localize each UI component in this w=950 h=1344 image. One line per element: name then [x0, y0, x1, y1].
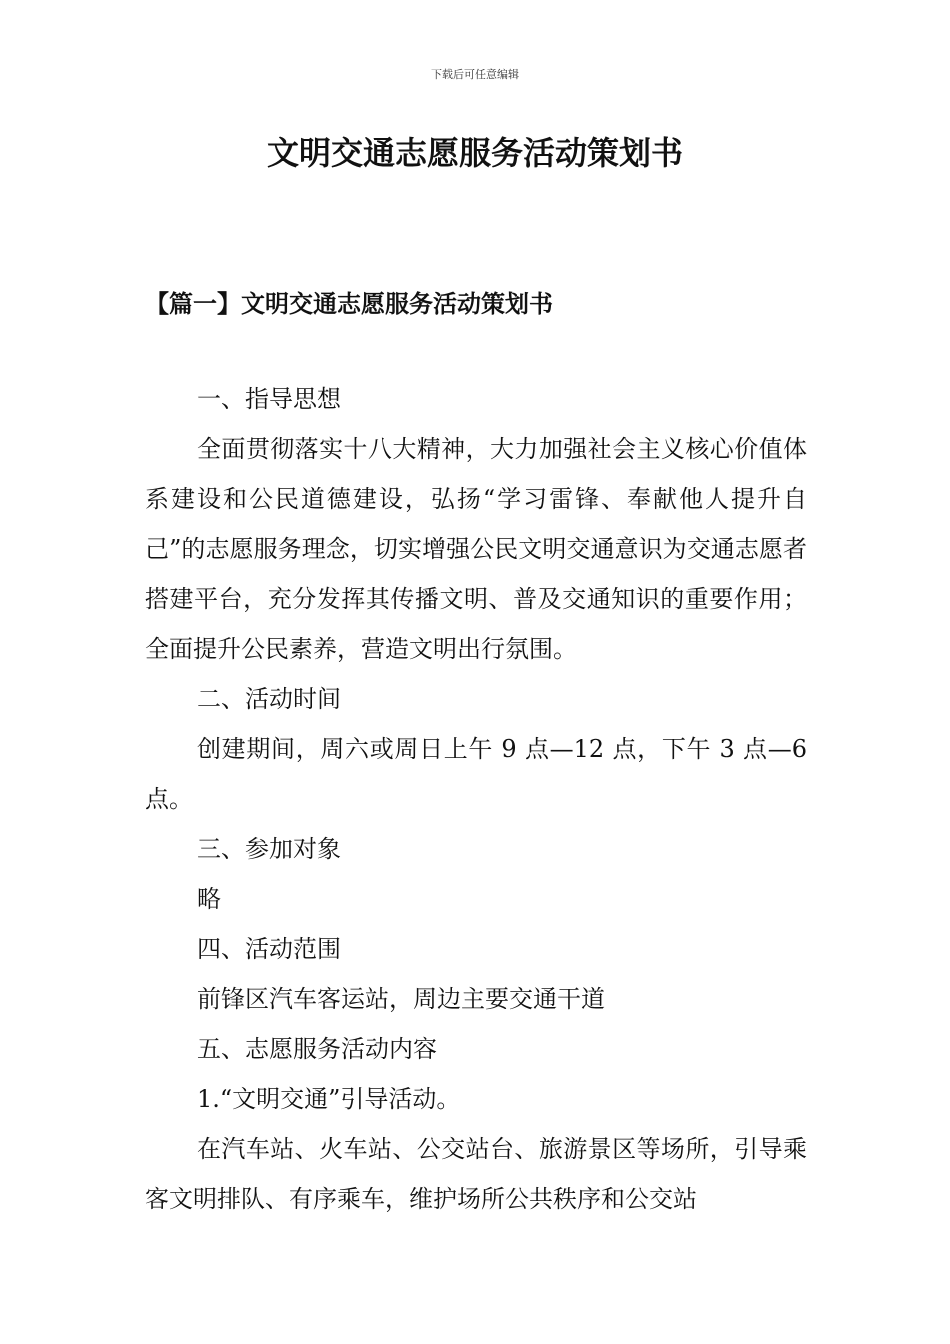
document-title: 文明交通志愿服务活动策划书 — [266, 134, 683, 172]
heading-participants: 三、参加对象 — [197, 835, 341, 863]
paragraph-participants: 略 — [197, 885, 221, 913]
heading-guiding-ideology: 一、指导思想 — [197, 385, 341, 413]
header-note: 下载后可任意编辑 — [431, 68, 519, 81]
paragraph-activity-scope: 前锋区汽车客运站，周边主要交通干道 — [197, 985, 605, 1013]
heading-activity-time: 二、活动时间 — [197, 685, 341, 713]
paragraph-activity-time: 创建期间，周六或周日上午 9 点—12 点，下午 3 点—6 点。 — [145, 735, 807, 813]
document-body — [145, 374, 807, 1224]
paragraph-guiding-ideology: 全面贯彻落实十八大精神，大力加强社会主义核心价值体系建设和公民道德建设，弘扬“学习雷锋、奉献他人提升自己”的志愿服务理念，切实增强公民文明交通意识为交通志愿者搭建平台，充分发挥其传播文明、普及交通知识的重要作用；全面提升公民素养，营造文明出行氛围。 — [145, 435, 807, 663]
heading-service-content: 五、志愿服务活动内容 — [197, 1035, 437, 1063]
section-title: 【篇一】文明交通志愿服务活动策划书 — [145, 289, 553, 318]
heading-activity-scope: 四、活动范围 — [197, 935, 341, 963]
subheading-guidance-activity: 1.“文明交通”引导活动。 — [197, 1085, 461, 1113]
paragraph-guidance-activity: 在汽车站、火车站、公交站台、旅游景区等场所，引导乘客文明排队、有序乘车，维护场所公共秩序和公交站 — [145, 1135, 807, 1213]
